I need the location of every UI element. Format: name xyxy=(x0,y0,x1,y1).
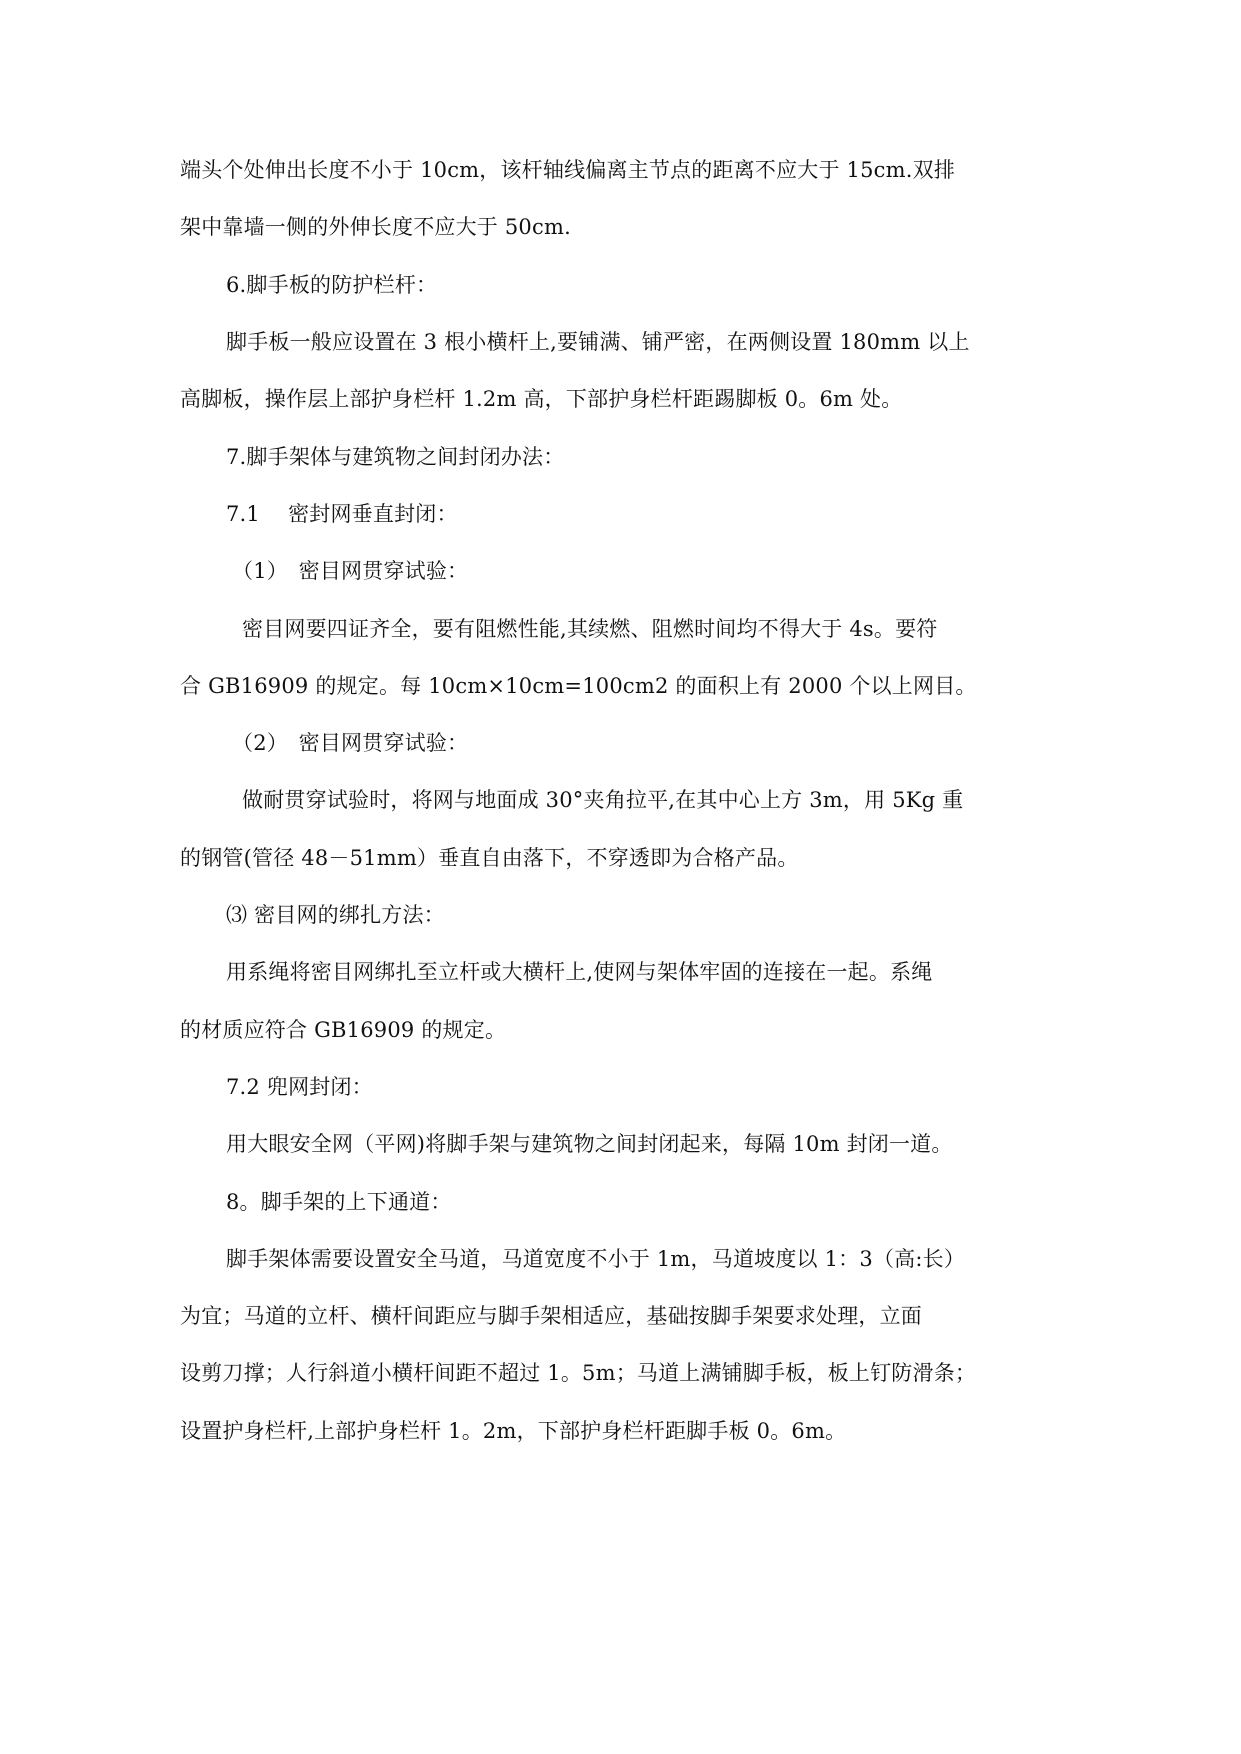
text-line: 为宜；马道的立杆、横杆间距应与脚手架相适应，基础按脚手架要求处理，立面 xyxy=(180,1304,922,1328)
text-line: 做耐贯穿试验时，将网与地面成 30°夹角拉平,在其中心上方 3m，用 5Kg 重 xyxy=(242,788,964,812)
text-line: 设剪刀撑；人行斜道小横杆间距不超过 1。5m；马道上满铺脚手板，板上钉防滑条； xyxy=(180,1361,977,1385)
text-line: 脚手板一般应设置在 3 根小横杆上,要铺满、铺严密，在两侧设置 180mm 以上 xyxy=(226,330,970,354)
list-heading: （2） 密目网贯穿试验： xyxy=(232,731,469,755)
text-line: 密目网要四证齐全，要有阻燃性能,其续燃、阻燃时间均不得大于 4s。要符 xyxy=(242,617,938,641)
text-line: 设置护身栏杆,上部护身栏杆 1。2m，下部护身栏杆距脚手板 0。6m。 xyxy=(180,1419,847,1443)
section-heading: 6.脚手板的防护栏杆： xyxy=(226,273,438,297)
list-heading: ⑶ 密目网的绑扎方法： xyxy=(226,903,445,927)
text-line: 用大眼安全网（平网)将脚手架与建筑物之间封闭起来，每隔 10m 封闭一道。 xyxy=(226,1132,953,1156)
subsection-heading: 7.2 兜网封闭： xyxy=(226,1075,373,1099)
subsection-heading: 7.1 密封网垂直封闭： xyxy=(226,502,458,526)
text-line: 的钢管(管径 48－51mm）垂直自由落下，不穿透即为合格产品。 xyxy=(180,846,799,870)
text-line: 合 GB16909 的规定。每 10cm×10cm=100cm2 的面积上有 2000 个以上网目。 xyxy=(180,674,977,698)
list-heading: （1） 密目网贯穿试验： xyxy=(232,559,469,583)
text-line: 脚手架体需要设置安全马道，马道宽度不小于 1m，马道坡度以 1：3（高:长） xyxy=(226,1247,966,1271)
text-line: 端头个处伸出长度不小于 10cm，该杆轴线偏离主节点的距离不应大于 15cm.双排 xyxy=(180,158,956,182)
text-line: 用系绳将密目网绑扎至立杆或大横杆上,使网与架体牢固的连接在一起。系绳 xyxy=(226,960,933,984)
text-line: 的材质应符合 GB16909 的规定。 xyxy=(180,1018,507,1042)
text-line: 架中靠墙一侧的外伸长度不应大于 50cm. xyxy=(180,215,571,239)
section-heading: 8。脚手架的上下通道： xyxy=(226,1190,452,1214)
text-line: 高脚板，操作层上部护身栏杆 1.2m 高，下部护身栏杆距踢脚板 0。6m 处。 xyxy=(180,387,903,411)
section-heading: 7.脚手架体与建筑物之间封闭办法： xyxy=(226,445,565,469)
